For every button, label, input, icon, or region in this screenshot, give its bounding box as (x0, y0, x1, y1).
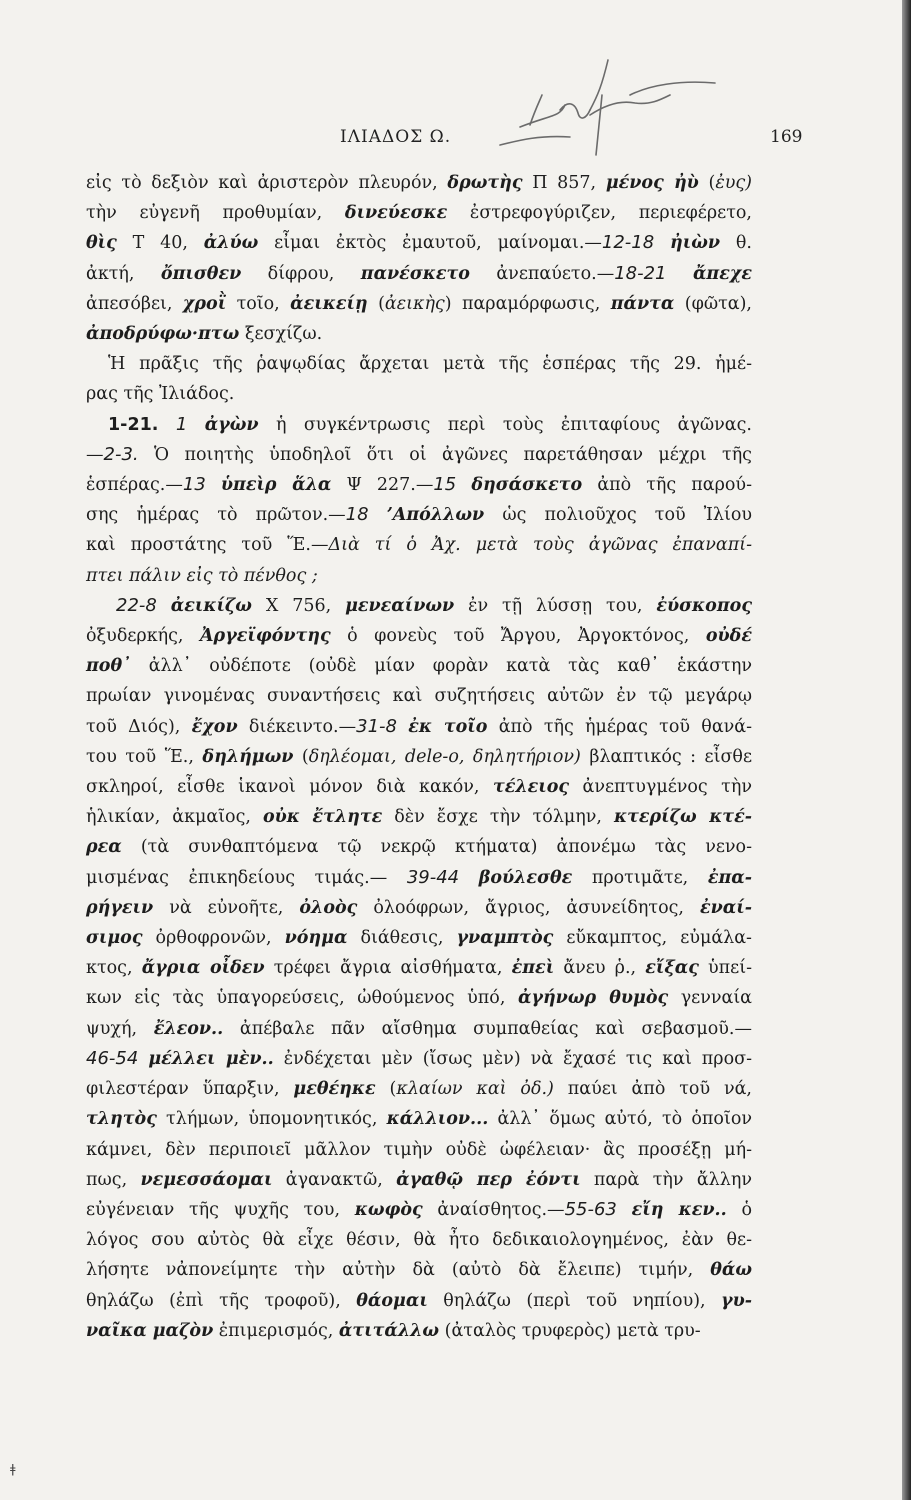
text-run: γενναία (668, 988, 752, 1009)
text-run: θάομαι (356, 1290, 428, 1311)
text-run: πως, (86, 1169, 141, 1190)
text-run (456, 475, 471, 495)
text-line (86, 379, 752, 409)
text-run: τὴν εὐγενῆ προθυμίαν, (86, 203, 345, 224)
text-run: σης ἡμέρας τὸ πρῶτον.— (86, 505, 346, 526)
text-line (86, 470, 752, 500)
text-run: Ὁ ποιητὴς ὑποδηλοῖ ὅτι οἱ ἀγῶνες παρετάθησαν μέχρι τῆς (138, 444, 752, 465)
text-run: ἀεικὴς (384, 293, 445, 314)
text-run: μένος ἠὺ (605, 173, 699, 193)
text-run: τλητὸς (86, 1109, 157, 1130)
text-run (654, 233, 670, 253)
text-run: κάμνει, δὲν περιποιεῖ μᾶλλον τιμὴν οὐδὲ ὠφέλειαν· ἂς προσέξῃ μή- (86, 1139, 752, 1160)
text-run: δινεύεσκε (344, 203, 448, 224)
text-run: του τοῦ Ἕ., (86, 746, 203, 767)
text-run (459, 868, 479, 888)
text-run: Ψ 227.— (331, 475, 434, 496)
text-run: ἀγανακτῶ, (272, 1169, 397, 1190)
text-run: ὑπεὶρ ἅλα (220, 475, 332, 496)
text-line (86, 651, 752, 681)
text-line (86, 742, 752, 772)
text-run: ὀλοόφρων, ἄγριος, ἀσυνείδητος, (357, 897, 701, 918)
text-run: ἀπεσόβει, (86, 293, 183, 314)
text-run: τοῖο, (226, 293, 291, 314)
text-run: ψυχή, (86, 1018, 154, 1039)
text-line (86, 712, 752, 742)
text-run: χροῒ (182, 293, 227, 314)
text-run: ἐπεὶ (511, 958, 555, 979)
text-run: ἐκ τοῖο (408, 716, 488, 737)
text-line (86, 259, 752, 289)
text-run: δίφρου, (241, 263, 361, 284)
text-run: ἀγαθῷ περ ἐόντι (396, 1169, 581, 1190)
text-run (206, 475, 221, 495)
text-run: γυ- (721, 1290, 752, 1311)
text-run: οὐδέ (705, 626, 752, 647)
text-line (86, 198, 752, 228)
text-run: ἔχον (191, 716, 238, 737)
text-run: πρωίαν γινομένας συναντήσεις καὶ συζητήσεις αὐτῶν ἐν τῷ μεγάρῳ (86, 686, 752, 707)
text-run: (τὰ συνθαπτόμενα τῷ νεκρῷ κτήματα) ἀπονέμω τὰς νενο- (121, 837, 752, 858)
text-run: ἀπέβαλε πᾶν αἴσθημα συμπαθείας καὶ σεβασμοῦ.— (223, 1018, 752, 1039)
text-line (86, 1165, 752, 1195)
text-run: παρὰ τὴν ἄλλην (580, 1169, 752, 1190)
text-run: παύει ἀπὸ τοῦ νά, (553, 1079, 752, 1100)
text-run: προτιμᾶτε, (572, 867, 708, 888)
text-run: θάω (710, 1260, 752, 1281)
text-run: δρωτὴς (447, 173, 523, 193)
text-run: νεμεσσάομαι (140, 1169, 273, 1190)
text-run: οὐκ ἔτλητε (262, 807, 383, 828)
text-run: ) παραμόρφωσις, (444, 293, 611, 314)
text-run: ’Απόλλων (386, 505, 485, 526)
text-run: ἀτιτάλλω (338, 1320, 440, 1341)
text-line (86, 832, 752, 862)
text-run: (φῶτα), (674, 293, 752, 314)
text-run: τρέφει ἄγρια αἰσθήματα, (264, 958, 512, 979)
text-run: θὶς (86, 233, 117, 254)
text-run: καὶ προστάτης τοῦ Ἕ.— (86, 535, 329, 556)
page-edge (902, 0, 911, 1500)
body-text (86, 168, 752, 1346)
text-run: πτει πάλιν εἰς τὸ πένθος ; (86, 565, 318, 586)
text-run: κλαίων καὶ ὀδ.) (396, 1079, 554, 1100)
text-run: νὰ εὐνοῆτε, (153, 897, 300, 918)
text-run: ἀνεπαύετο.— (469, 263, 615, 284)
text-run: 15 (433, 474, 457, 496)
text-run: κωφὸς (354, 1199, 423, 1220)
text-run: κάλλιον... (386, 1109, 489, 1130)
text-run: δηλήμων (202, 746, 294, 767)
text-line (86, 1104, 752, 1134)
text-run: ἐστρεφογύριζεν, περιεφέρετο, (447, 203, 752, 224)
text-line (86, 561, 752, 591)
text-line (86, 681, 752, 711)
text-run (138, 1049, 148, 1069)
text-run: ἀναίσθητος.— (422, 1199, 565, 1220)
text-run: ἀπὸ τῆς παρού- (582, 475, 752, 496)
text-run: ὀλοὸς (299, 897, 358, 918)
text-run: ἀποδρύφω·πτω (86, 324, 240, 345)
text-run: ἄνευ ῥ., (554, 958, 646, 979)
text-line (86, 923, 752, 953)
text-run: ἡ συγκέντρωσις περὶ τοὺς ἐπιταφίους ἀγῶνας. (258, 414, 752, 435)
text-run: εἴη κεν.. (631, 1199, 727, 1220)
text-run (617, 1200, 632, 1220)
text-line (86, 440, 752, 470)
text-run: διέκειντο.— (237, 716, 357, 737)
text-run: θ. (720, 233, 752, 254)
text-run: εἴξας (645, 958, 699, 979)
text-run: 39-44 (406, 866, 460, 888)
text-run: ὁ (726, 1199, 752, 1220)
text-run: ἀνεπτυγμένος τὴν (569, 777, 752, 798)
text-run: 18 (345, 504, 369, 526)
text-run: ἀλλ᾿ ὅμως αὐτό, τὸ ὁποῖον (488, 1109, 752, 1130)
text-run: ( (367, 293, 385, 314)
text-run (397, 717, 408, 737)
text-line (86, 349, 752, 379)
text-run: ὄπισθεν (160, 263, 242, 284)
text-run: ἐύσκοπος (656, 595, 752, 616)
text-run (158, 415, 175, 435)
text-run: ἐναί- (700, 897, 753, 918)
text-run: ἀλύω (203, 233, 259, 254)
text-run: Π 857, (522, 173, 606, 193)
text-line (86, 953, 752, 983)
text-run: ἀγὼν (204, 414, 259, 435)
text-run: κτερίζω κτέ- (614, 807, 752, 828)
text-run: τοῦ Διός), (86, 716, 192, 737)
text-run: κων εἰς τὰς ὑπαγορεύσεις, ὠθούμενος ὑπό, (86, 988, 518, 1009)
text-run: Χ 756, (251, 595, 346, 616)
text-line (86, 802, 752, 832)
text-run: Τ 40, (116, 233, 204, 254)
text-line (86, 1195, 752, 1225)
text-run: λόγος σου αὐτὸς θὰ εἶχε θέσιν, θὰ ἦτο δεδικαιολογημένος, ἐὰν θε- (86, 1230, 752, 1251)
text-run: ρήγειν (86, 897, 154, 918)
text-run: ἐνδέχεται μὲν (ἴσως μὲν) νὰ ἔχασέ τις καὶ προσ- (273, 1048, 752, 1069)
text-run: 31-8 (356, 715, 397, 737)
text-run: λήσητε νἀπονείμητε τὴν αὐτὴν δὰ (αὐτὸ δὰ ἔλειπε) τιμήν, (86, 1260, 711, 1281)
text-line (86, 1135, 752, 1165)
text-run: εἰς τὸ δεξιὸν καὶ ἀριστερὸν πλευρόν, (86, 173, 448, 193)
text-line (86, 1286, 752, 1316)
text-line (86, 1074, 752, 1104)
text-run: ποθ᾿ (86, 656, 131, 677)
text-run: εὐγένειαν τῆς ψυχῆς του, (86, 1199, 355, 1220)
text-run: 2-3. (103, 443, 139, 465)
text-run: πάντα (610, 293, 675, 314)
text-line (86, 319, 752, 349)
text-run: ναῖκα μαζὸν (86, 1320, 214, 1341)
text-run: ὑπεί- (698, 958, 752, 979)
text-run: ὁ φονεὺς τοῦ Ἄργου, Ἀργοκτόνος, (330, 626, 706, 647)
text-run: ἔλεον.. (153, 1018, 224, 1039)
text-run: πανέσκετο (360, 263, 470, 284)
text-run: μέλλει μὲν.. (148, 1048, 274, 1069)
text-run: ἐπιμερισμός, (213, 1320, 339, 1341)
text-run: ἀεικείῃ (290, 293, 368, 314)
text-run: νόημα (284, 928, 348, 949)
text-run: βούλεσθε (478, 867, 573, 888)
text-line (86, 772, 752, 802)
text-run: δὲν ἔσχε τὴν τόλμην, (382, 807, 614, 828)
text-run: ρας τῆς Ἰλιάδος. (86, 384, 235, 405)
text-run: ( (375, 1079, 397, 1100)
text-run: 18-21 (614, 262, 667, 284)
page-number: 169 (770, 127, 803, 147)
text-line (86, 591, 752, 621)
text-run: φιλεστέραν ὕπαρξιν, (86, 1079, 294, 1100)
text-line (86, 983, 752, 1013)
text-run (187, 415, 204, 435)
text-run: 22-8 (116, 594, 157, 616)
text-run: Ἀργεϊφόντης (199, 626, 331, 647)
text-run: ὀξυδερκής, (86, 626, 200, 647)
text-run (157, 596, 171, 616)
text-run: — (86, 444, 104, 465)
text-run: 55-63 (564, 1198, 617, 1220)
text-line (86, 228, 752, 258)
text-line (86, 289, 752, 319)
text-run: τλήμων, ὑπομονητικός, (156, 1109, 387, 1130)
text-run: 1 (175, 413, 188, 435)
text-line (86, 1225, 752, 1255)
text-line (86, 893, 752, 923)
text-run: τέλειος (492, 777, 570, 798)
text-run: ἀεικίζω (170, 595, 252, 616)
text-run: ἐν τῇ λύσσῃ του, (454, 595, 657, 616)
text-run: 1-21. (108, 414, 159, 435)
text-run: (ἀταλὸς τρυφερὸς) μετὰ τρυ- (439, 1320, 701, 1341)
scan-mark: ǂ (10, 1462, 16, 1476)
text-run: ἀλλ᾿ οὐδέποτε (οὐδὲ μίαν φορὰν κατὰ τὰς καθ᾿ ἑκάστην (130, 656, 752, 677)
text-run: βλαπτικός : εἶσθε (580, 746, 753, 767)
page-header (0, 127, 902, 157)
text-run: 13 (182, 474, 206, 496)
text-line (86, 500, 752, 530)
text-line (86, 1255, 752, 1285)
text-run: δηλέομαι, dele-o, δηλητήριον) (308, 746, 581, 767)
running-title: ΙΛΙΑΔΟΣ Ω. (340, 127, 452, 147)
text-line (86, 1044, 752, 1074)
text-run: εὔκαμπτος, εὐμάλα- (553, 928, 752, 949)
text-run: ἀπὸ τῆς ἡμέρας τοῦ θανά- (487, 716, 753, 737)
text-run: ρεα (86, 837, 122, 858)
text-line (86, 410, 752, 440)
text-run: ἐυς) (715, 173, 752, 193)
text-run: διάθεσις, (347, 928, 457, 949)
text-run: ἄγρια οἶδεν (141, 958, 265, 979)
text-run: μισμένας ἐπικηδείους τιμάς.— (86, 867, 407, 888)
text-line (86, 530, 752, 560)
text-run: μεθέηκε (293, 1079, 376, 1100)
text-line (86, 1316, 752, 1346)
text-run: κτος, (86, 958, 142, 979)
text-run: θηλάζω (ἐπὶ τῆς τροφοῦ), (86, 1290, 357, 1311)
text-line (86, 168, 752, 198)
text-run: ἡλικίαν, ἀκμαῖος, (86, 807, 263, 828)
text-run: δησάσκετο (471, 475, 583, 496)
text-run: ἐπα- (707, 867, 752, 888)
text-run: ( (698, 173, 716, 193)
text-line (86, 621, 752, 651)
text-run: ξεσχίζω. (239, 324, 323, 345)
text-run (369, 505, 387, 525)
text-run: σκληροί, εἶσθε ἱκανοὶ μόνον διὰ κακόν, (86, 777, 493, 798)
text-run: εἶμαι ἐκτὸς ἐμαυτοῦ, μαίνομαι.— (258, 233, 602, 254)
text-run: ἀγήνωρ θυμὸς (517, 988, 669, 1009)
text-run: ὡς πολιοῦχος τοῦ Ἰλίου (484, 505, 752, 526)
text-run: μενεαίνων (345, 595, 455, 616)
text-run: 46-54 (86, 1047, 139, 1069)
text-run: ἀκτή, (86, 263, 161, 284)
text-run: Ἡ πρᾶξις τῆς ῥαψῳδίας ἄρχεται μετὰ τῆς ἑσπέρας τῆς 29. ἡμέ- (108, 354, 752, 375)
text-run: σιμος (86, 928, 143, 949)
text-run: ὀρθοφρονῶν, (142, 928, 285, 949)
text-run (667, 264, 693, 284)
text-run: ἠιὼν (670, 233, 721, 254)
text-run: Διὰ τί ὁ Ἀχ. μετὰ τοὺς ἀγῶνας ἐπαναπί- (328, 535, 752, 556)
text-run: γναμπτὸς (456, 928, 554, 949)
handwritten-signature (490, 55, 720, 165)
text-run: ( (293, 746, 309, 767)
text-run: ἄπεχε (692, 263, 753, 284)
text-line (86, 1014, 752, 1044)
text-run: θηλάζω (περὶ τοῦ νηπίου), (427, 1290, 722, 1311)
text-line (86, 863, 752, 893)
text-run: 12-18 (601, 232, 655, 254)
text-run: ἑσπέρας.— (86, 475, 183, 496)
